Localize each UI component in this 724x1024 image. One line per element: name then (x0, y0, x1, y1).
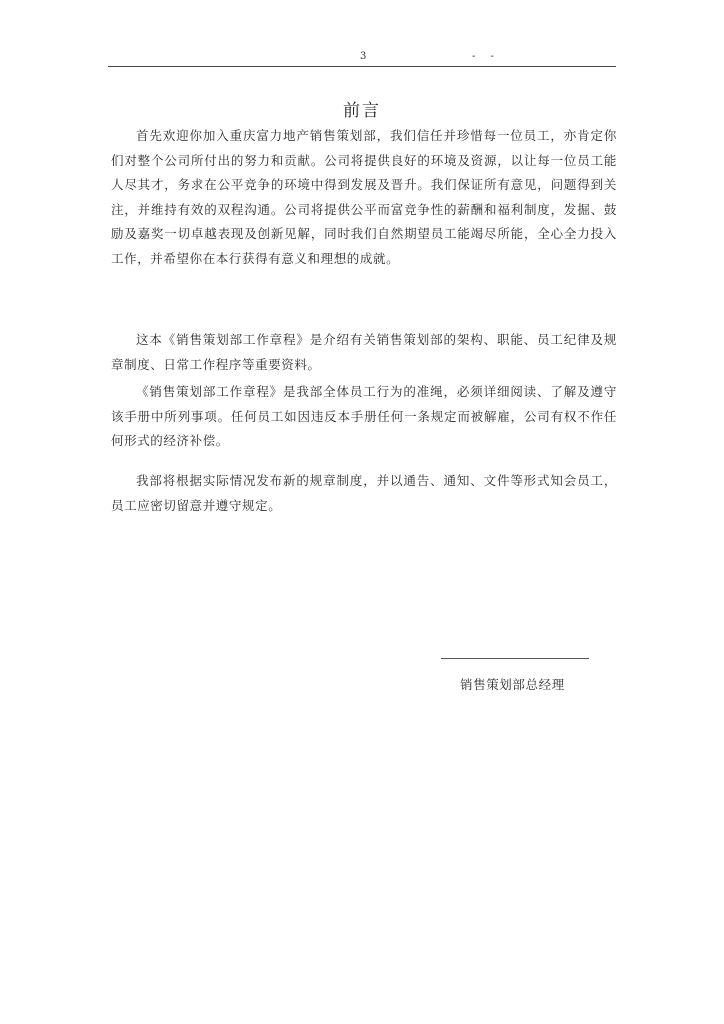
signature-title: 销售策划部总经理 (460, 677, 565, 692)
paragraph-text: 《销售策划部工作章程》是我部全体员工行为的准绳，必须详细阅读、了解及遵守该手册中所列事项。任何员工如因违反本手册任何一条规定而被解雇，公司有权不作任何形式的经济补偿。 (111, 384, 617, 448)
header-marks: - - (472, 51, 500, 62)
signature-line (441, 658, 589, 659)
paragraph-introduction (111, 328, 617, 377)
paragraph-text: 这本《销售策划部工作章程》是介绍有关销售策划部的架构、职能、员工纪律及规章制度、日常工作程序等重要资料。 (111, 332, 617, 372)
header-page-number: 3 (360, 51, 367, 62)
paragraph-text: 首先欢迎你加入重庆富力地产销售策划部，我们信任并珍惜每一位员工，亦肯定你们对整个公司所付出的努力和贡献。公司将提供良好的环境及资源，以让每一位员工能人尽其才，务求在公平竞争的环境中得到发展及晋升。我们保证所有意见，问题得到关注，并维持有效的双程沟通。公司将提供公平而富竞争性的薪酬和福利制度，发掘、鼓励及嘉奖一切卓越表现及创新见解，同时我们自然期望员工能竭尽所能，全心全力投入工作，并希望你在本行获得有意义和理想的成就。 (111, 128, 617, 266)
page-title: 前言 (343, 101, 381, 121)
paragraph-text: 我部将根据实际情况发布新的规章制度，并以通告、通知、文件等形式知会员工，员工应密切留意并遵守规定。 (111, 473, 617, 513)
paragraph-welcome (111, 124, 617, 271)
header-rule (108, 66, 616, 67)
paragraph-updates (111, 469, 617, 518)
paragraph-rules (111, 380, 617, 454)
page-header (108, 48, 616, 66)
